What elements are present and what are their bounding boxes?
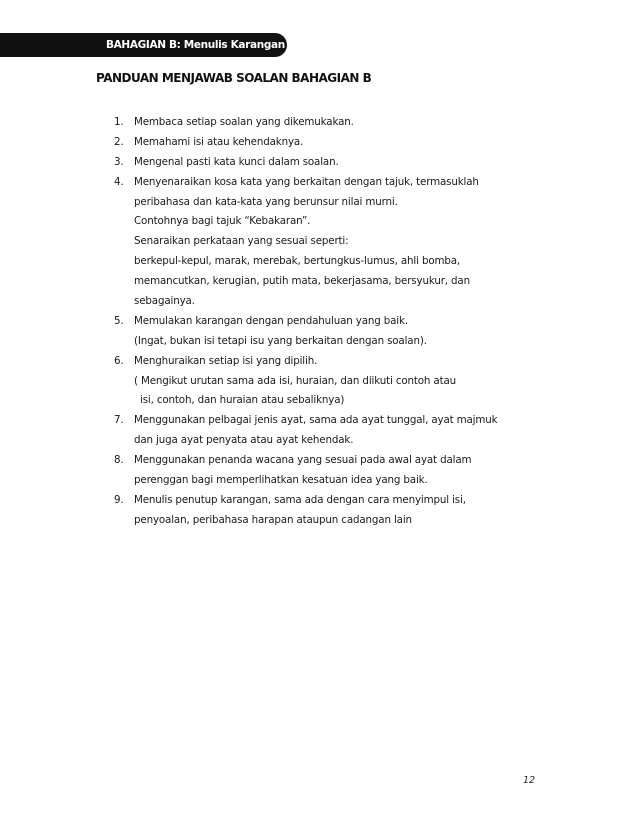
list-item-line	[0, 212, 638, 232]
list-item-text: Menyenaraikan kosa kata yang berkaitan dengan tajuk, termasuklah	[134, 175, 479, 188]
list-item-line	[0, 232, 638, 252]
page-number: 12	[523, 775, 536, 786]
section-banner-label: BAHAGIAN B: Menulis Karangan	[106, 39, 285, 51]
list-item-line	[0, 352, 638, 372]
list-item-text: Senaraikan perkataan yang sesuai seperti:	[134, 235, 349, 248]
list-item-text: isi, contoh, dan huraian atau sebaliknya)	[140, 394, 345, 407]
list-item-text: Memahami isi atau kehendaknya.	[134, 135, 304, 148]
list-item	[0, 133, 638, 153]
list-item-line	[0, 511, 638, 531]
list-item-text: Menggunakan pelbagai jenis ayat, sama ada ayat tunggal, ayat majmuk	[134, 414, 498, 427]
list-item-line	[0, 491, 638, 511]
list-item-line	[0, 272, 638, 292]
list-item-text: Menggunakan penanda wacana yang sesuai pada awal ayat dalam	[134, 454, 472, 467]
list-item-number: 6.	[114, 354, 124, 367]
list-item	[0, 113, 638, 133]
list-item	[0, 491, 638, 531]
list-item-text: Menulis penutup karangan, sama ada dengan cara menyimpul isi,	[134, 493, 466, 506]
list-item-line	[0, 153, 638, 173]
list-item-text: sebagainya.	[134, 295, 195, 308]
list-item-text: perenggan bagi memperlihatkan kesatuan idea yang baik.	[134, 474, 428, 487]
list-item-text: memancutkan, kerugian, putih mata, bekerjasama, bersyukur, dan	[134, 275, 470, 288]
list-item	[0, 451, 638, 491]
list-item-number: 4.	[114, 175, 124, 188]
list-item-text: Contohnya bagi tajuk “Kebakaran”.	[134, 215, 311, 228]
section-banner	[0, 33, 287, 57]
list-item-line	[0, 431, 638, 451]
list-item-number: 9.	[114, 493, 124, 506]
list-item-line	[0, 451, 638, 471]
list-item-line	[0, 312, 638, 332]
list-item-text: berkepul-kepul, marak, merebak, bertungkus-lumus, ahli bomba,	[134, 255, 461, 268]
list-item-line	[0, 133, 638, 153]
list-item-line	[0, 292, 638, 312]
list-item-line	[0, 173, 638, 193]
guide-list	[0, 113, 638, 531]
list-item-number: 2.	[114, 135, 124, 148]
list-item	[0, 312, 638, 352]
list-item-text: Mengenal pasti kata kunci dalam soalan.	[134, 155, 339, 168]
list-item-number: 8.	[114, 454, 124, 467]
list-item-line	[0, 113, 638, 133]
list-item-line	[0, 332, 638, 352]
list-item-number: 3.	[114, 155, 124, 168]
list-item-text: Memulakan karangan dengan pendahuluan yang baik.	[134, 314, 408, 327]
list-item-text: ( Mengikut urutan sama ada isi, huraian, dan diikuti contoh atau	[134, 374, 456, 387]
list-item-text: (Ingat, bukan isi tetapi isu yang berkaitan dengan soalan).	[134, 334, 427, 347]
page-title: PANDUAN MENJAWAB SOALAN BAHAGIAN B	[96, 71, 372, 85]
list-item-line	[0, 471, 638, 491]
list-item-text: peribahasa dan kata-kata yang berunsur nilai murni.	[134, 195, 398, 208]
list-item-line	[0, 193, 638, 213]
list-item-text: Menghuraikan setiap isi yang dipilih.	[134, 354, 318, 367]
list-item	[0, 153, 638, 173]
list-item-text: Membaca setiap soalan yang dikemukakan.	[134, 116, 354, 128]
list-item-number: 7.	[114, 414, 124, 427]
list-item-line	[0, 252, 638, 272]
list-item-line	[0, 391, 638, 411]
list-item-text: penyoalan, peribahasa harapan ataupun cadangan lain	[134, 513, 412, 526]
list-item-number: 1.	[114, 116, 124, 128]
list-item	[0, 173, 638, 312]
list-item	[0, 352, 638, 412]
list-item-number: 5.	[114, 314, 124, 327]
list-item-line	[0, 372, 638, 392]
list-item	[0, 411, 638, 451]
list-item-line	[0, 411, 638, 431]
list-item-text: dan juga ayat penyata atau ayat kehendak.	[134, 434, 354, 447]
